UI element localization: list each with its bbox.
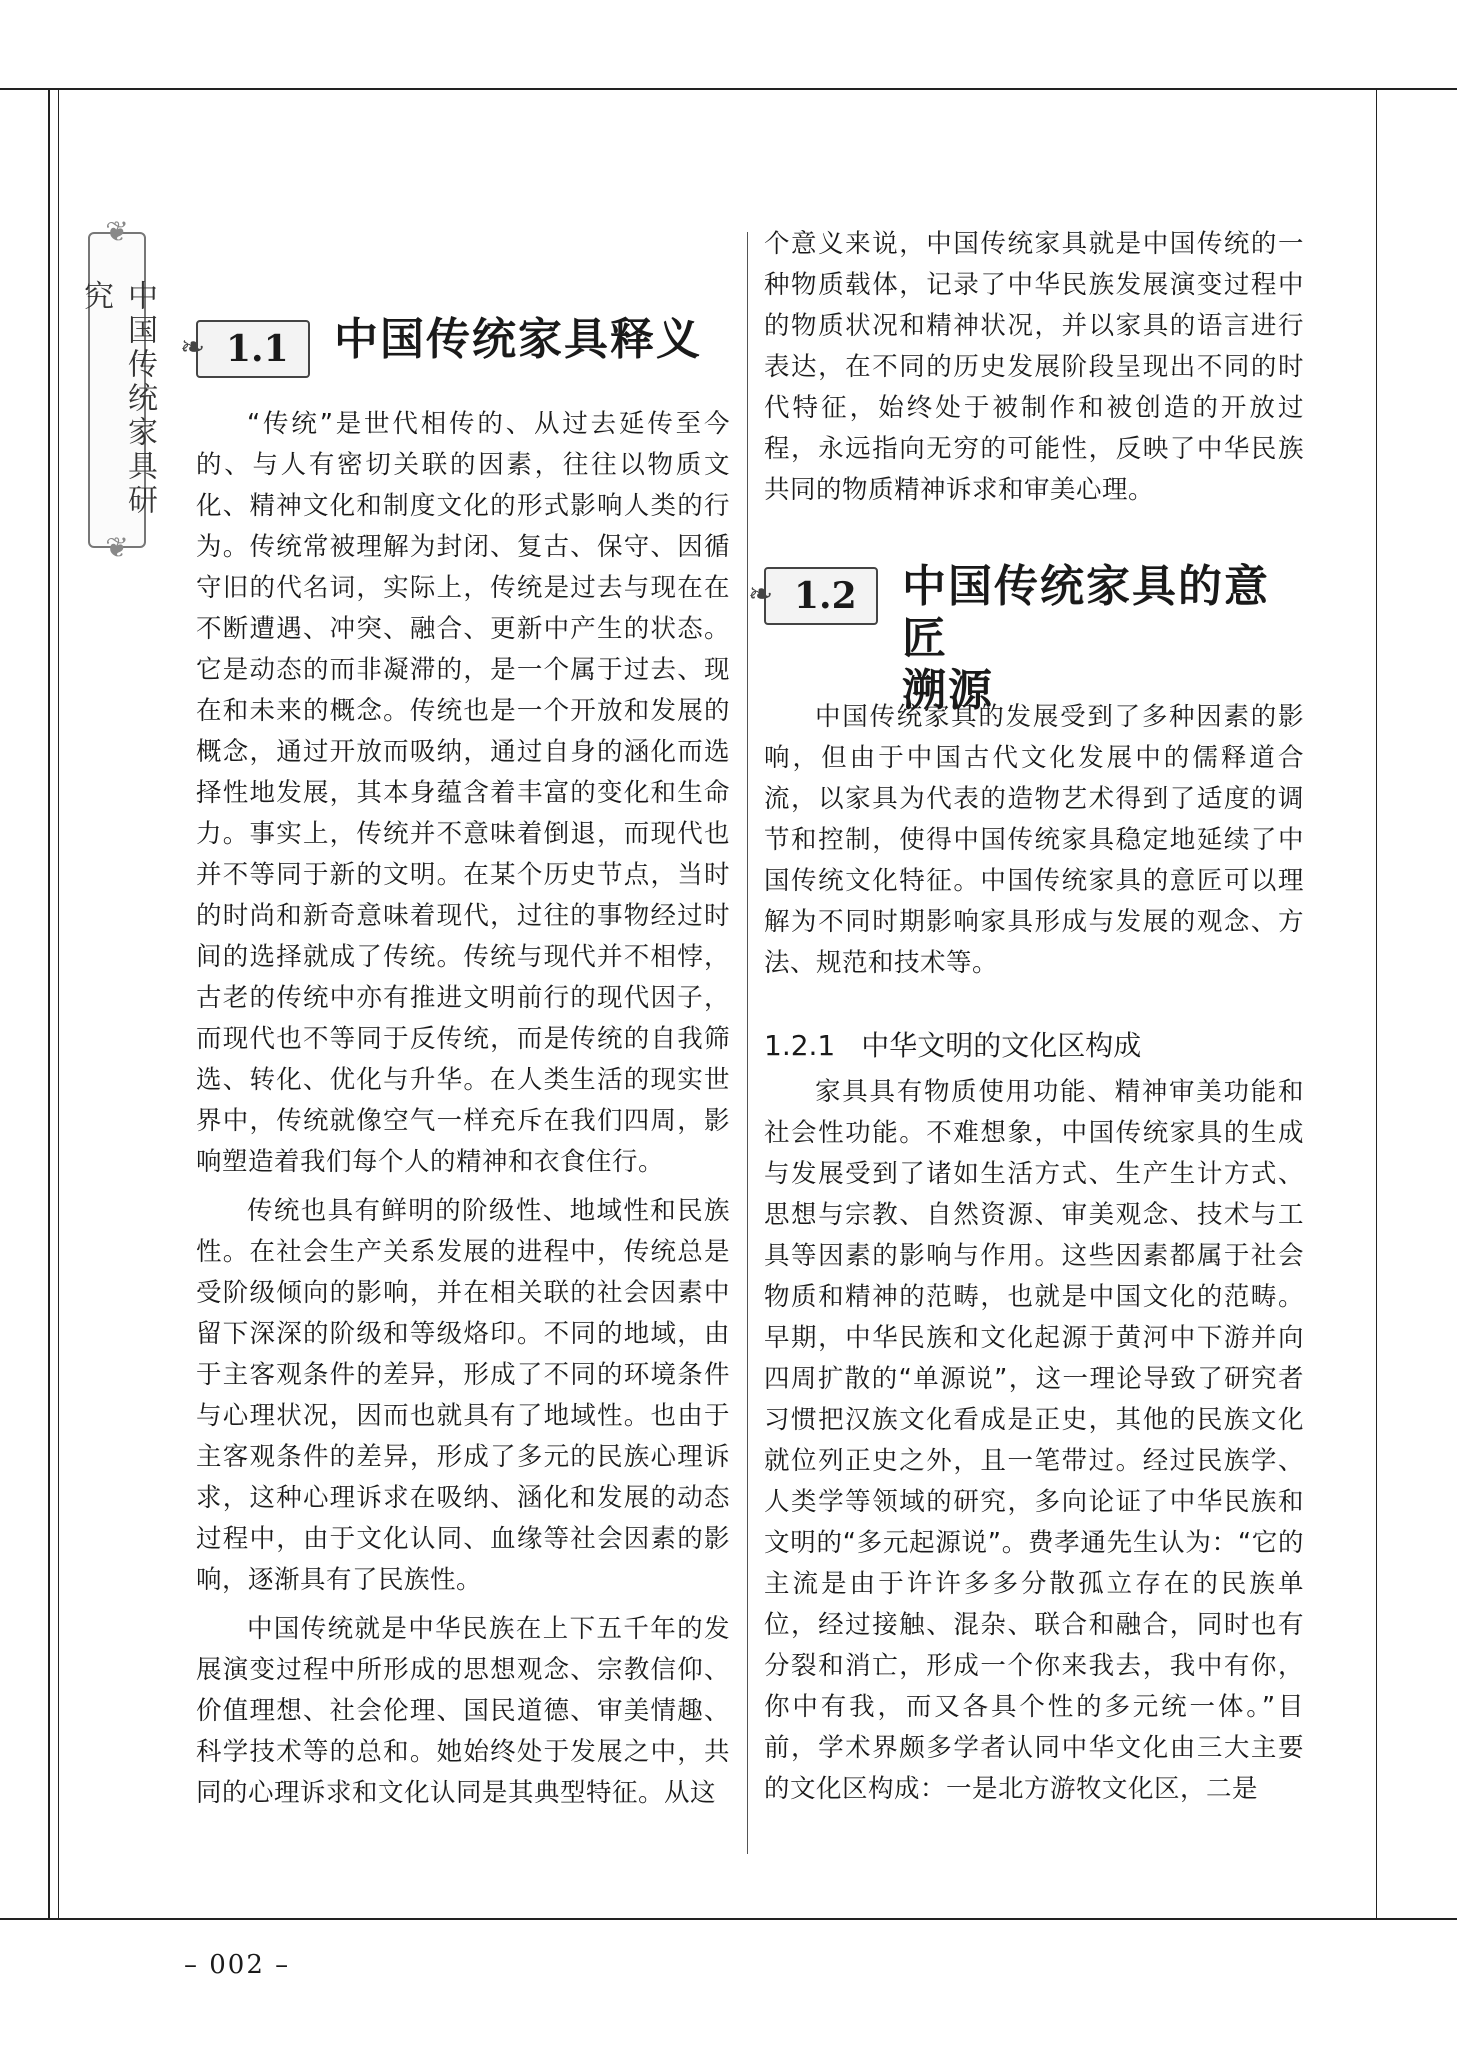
subsection-heading-1-2-1 [764,1024,1304,1064]
column-divider [747,232,748,1854]
section-title-line-1: 中国传统家具的意匠 [902,561,1270,664]
subsection-title: 中华文明的文化区构成 [861,1029,1142,1062]
section-number-box [748,567,878,625]
section-number-box [180,320,310,378]
top-border-rule [0,88,1457,90]
paragraph-continued: 个意义来说，中国传统家具就是中国传统的一种物质载体，记录了中华民族发展演变过程中的物质状况和精神状况，并以家具的语言进行表达，在不同的历史发展阶段呈现出不同的时代特征，始终处于被制作和被创造的开放过程，永远指向无穷的可能性，反映了中华民族共同的物质精神诉求和审美心理。 [764,229,1304,505]
left-border-rule-inner [58,88,59,1920]
paragraph: 家具具有物质使用功能、精神审美功能和社会性功能。不难想象，中国传统家具的生成与发展受到了诸如生活方式、生产生计方式、思想与宗教、自然资源、审美观念、技术与工具等因素的影响与作用。这些因素都属于社会物质和精神的范畴，也就是中国文化的范畴。早期，中华民族和文化起源于黄河中下游并向四周扩散的“单源说”，这一理论导致了研究者习惯把汉族文化看成是正史，其他的民族文化就位列正史之外，且一笔带过。经过民族学、人类学等领域的研究，多向论证了中华民族和文明的“多元起源说”。费孝通先生认为：“它的主流是由于许许多多分散孤立存在的民族单位，经过接触、混杂、联合和融合，同时也有分裂和消亡，形成一个你来我去，我中有你，你中有我，而又各具个性的多元统一体。”目前，学术界颇多学者认同中华文化由三大主要的文化区构成：一是北方游牧文化区，二是 [764,1077,1304,1804]
right-column [748,224,1304,1810]
left-column [180,224,730,1814]
section-number: 1.2 [794,575,857,617]
section-heading-1-2 [748,547,1304,716]
section-title [902,561,1304,717]
section-heading-1-1 [180,300,730,396]
side-title-tab [78,215,157,564]
paragraph: 中国传统就是中华民族在上下五千年的发展演变过程中所形成的思想观念、宗教信仰、价值理想、社会伦理、国民道德、审美情趣、科学技术等的总和。她始终处于发展之中，共同的心理诉求和文化认同是其典型特征。从这 [196,1614,730,1808]
right-border-rule [1376,88,1377,1920]
cloud-ornament-icon: ❦ [105,531,129,564]
section-number: 1.1 [226,328,289,370]
left-border-rule-outer [48,88,50,1920]
paragraph: “传统”是世代相传的、从过去延传至今的、与人有密切关联的因素，往往以物质文化、精神文化和制度文化的形式影响人类的行为。传统常被理解为封闭、复古、保守、因循守旧的代名词，实际上，传统是过去与现在在不断遭遇、冲突、融合、更新中产生的状态。它是动态的而非凝滞的，是一个属于过去、现在和未来的概念。传统也是一个开放和发展的概念，通过开放而吸纳，通过自身的涵化而选择性地发展，其本身蕴含着丰富的变化和生命力。事实上，传统并不意味着倒退，而现代也并不等同于新的文明。在某个历史节点，当时的时尚和新奇意味着现代，过往的事物经过时间的选择就成了传统。传统与现代并不相悖，古老的传统中亦有推进文明前行的现代因子，而现代也不等同于反传统，而是传统的自我筛选、转化、优化与升华。在人类生活的现实世界中，传统就像空气一样充斥在我们四周，影响塑造着我们每个人的精神和衣食住行。 [196,409,730,1177]
section-title-line-2: 溯源 [902,665,994,716]
book-title-vertical: 中国传统家具研究 [78,280,157,518]
bottom-border-rule [0,1918,1457,1920]
paragraph: 中国传统家具的发展受到了多种因素的影响，但由于中国古代文化发展中的儒释道合流，以家具为代表的造物艺术得到了适度的调节和控制，使得中国传统家具稳定地延续了中国传统文化特征。中国传统家具的意匠可以理解为不同时期影响家具形成与发展的观念、方法、规范和技术等。 [764,702,1304,978]
cloud-ornament-icon: ❦ [105,215,129,248]
section-title: 中国传统家具释义 [334,314,702,365]
page-number: – 002 – [184,1950,291,1980]
scroll-ornament-icon: ❧ [180,330,206,365]
scroll-ornament-icon: ❧ [748,577,774,612]
paragraph: 传统也具有鲜明的阶级性、地域性和民族性。在社会生产关系发展的进程中，传统总是受阶级倾向的影响，并在相关联的社会因素中留下深深的阶级和等级烙印。不同的地域，由于主客观条件的差异，形成了不同的环境条件与心理状况，因而也就具有了地域性。也由于主客观条件的差异，形成了多元的民族心理诉求，这种心理诉求在吸纳、涵化和发展的动态过程中，由于文化认同、血缘等社会因素的影响，逐渐具有了民族性。 [196,1196,730,1595]
subsection-number: 1.2.1 [764,1029,836,1062]
